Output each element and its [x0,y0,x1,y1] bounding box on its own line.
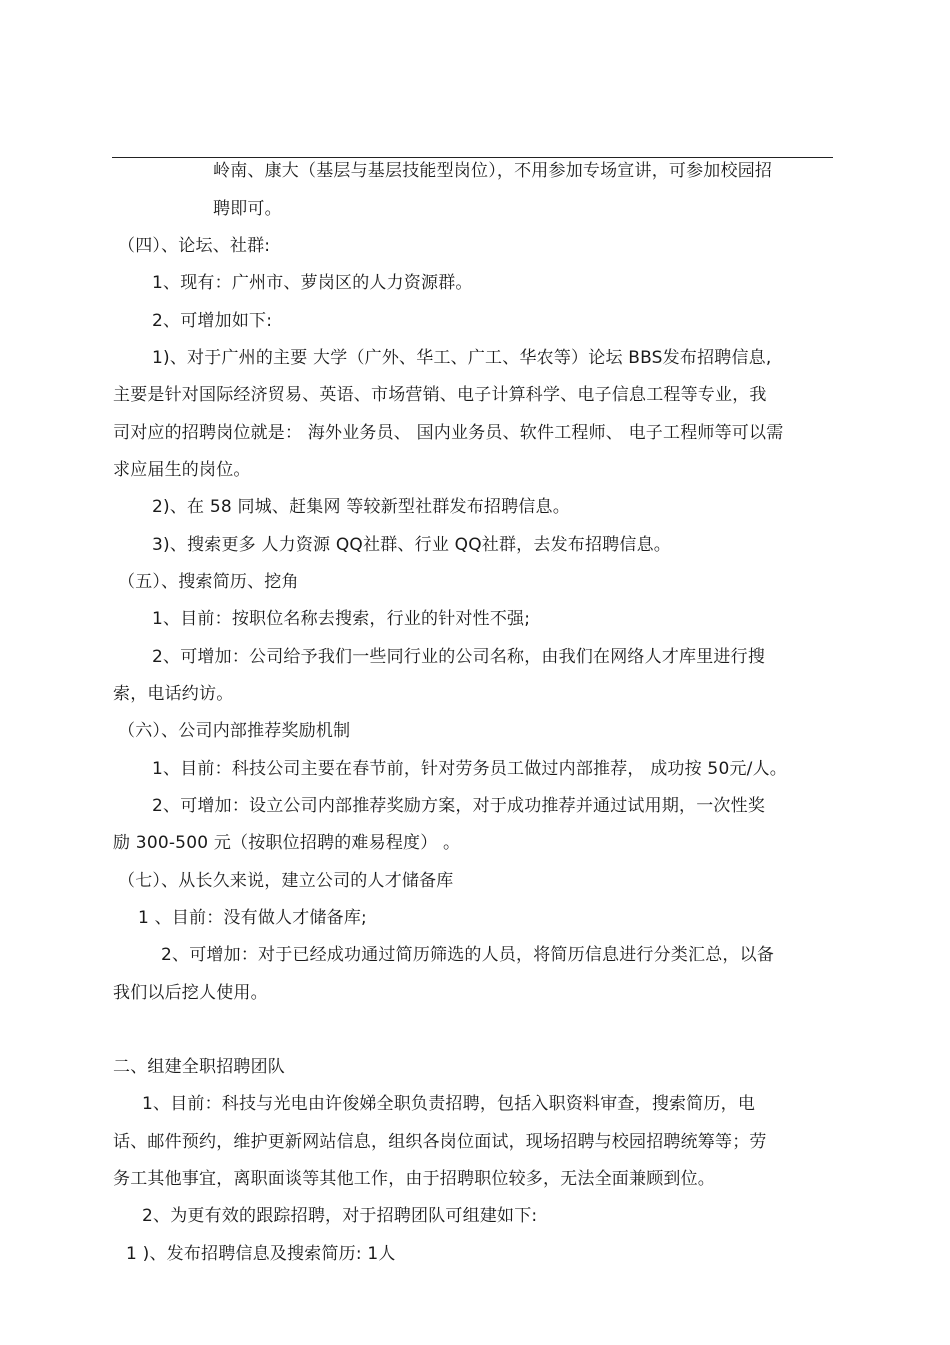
section-heading: （四）、论坛、社群: [118,236,271,256]
text-line: 主要是针对国际经济贸易、英语、市场营销、电子计算科学、电子信息工程等专业，我 [113,385,767,405]
section-heading: （五）、搜索简历、挖角 [118,572,299,592]
text-line: 话、邮件预约，维护更新网站信息，组织各岗位面试，现场招聘与校园招聘统筹等；劳 [113,1132,767,1152]
text-line: 2、可增加：对于已经成功通过简历筛选的人员，将简历信息进行分类汇总，以备 [161,945,775,965]
text-line: 岭南、康大（基层与基层技能型岗位），不用参加专场宣讲，可参加校园招 [213,161,773,181]
section-heading: （六）、公司内部推荐奖励机制 [118,721,351,741]
text-line: 1 、目前：没有做人才储备库; [138,908,367,928]
text-line: 3)、搜索更多 人力资源 QQ社群、行业 QQ社群，去发布招聘信息。 [152,535,671,555]
text-line: 1、目前：科技公司主要在春节前，针对劳务员工做过内部推荐， 成功按 50元/人。 [152,759,787,779]
text-line: 励 300-500 元（按职位招聘的难易程度） 。 [113,833,461,853]
text-line: 1、现有：广州市、萝岗区的人力资源群。 [152,273,473,293]
text-line: 我们以后挖人使用。 [113,983,268,1003]
text-line: 1 )、发布招聘信息及搜索简历: 1人 [126,1244,396,1264]
text-line: 司对应的招聘岗位就是： 海外业务员、 国内业务员、软件工程师、 电子工程师等可以需 [113,423,784,443]
text-line: 务工其他事宜，离职面谈等其他工作，由于招聘职位较多，无法全面兼顾到位。 [113,1169,715,1189]
text-line: 2、为更有效的跟踪招聘，对于招聘团队可组建如下: [142,1206,538,1226]
text-line: 求应届生的岗位。 [113,460,251,480]
header-rule [112,157,833,158]
text-line: 2、可增加：公司给予我们一些同行业的公司名称，由我们在网络人才库里进行搜 [152,647,766,667]
text-line: 聘即可。 [213,199,282,219]
section-heading: 二、组建全职招聘团队 [113,1057,285,1077]
text-line: 索，电话约访。 [113,684,234,704]
text-line: 2)、在 58 同城、赶集网 等较新型社群发布招聘信息。 [152,497,570,517]
text-line: 1、目前：科技与光电由许俊娣全职负责招聘，包括入职资料审查，搜索简历，电 [142,1094,756,1114]
text-line: 1)、对于广州的主要 大学（广外、华工、广工、华农等）论坛 BBS发布招聘信息, [152,348,772,368]
section-heading: （七）、从长久来说，建立公司的人才储备库 [118,871,454,891]
text-line: 1、目前：按职位名称去搜索，行业的针对性不强; [152,609,531,629]
text-line: 2、可增加如下: [152,311,273,331]
text-line: 2、可增加：设立公司内部推荐奖励方案，对于成功推荐并通过试用期，一次性奖 [152,796,766,816]
